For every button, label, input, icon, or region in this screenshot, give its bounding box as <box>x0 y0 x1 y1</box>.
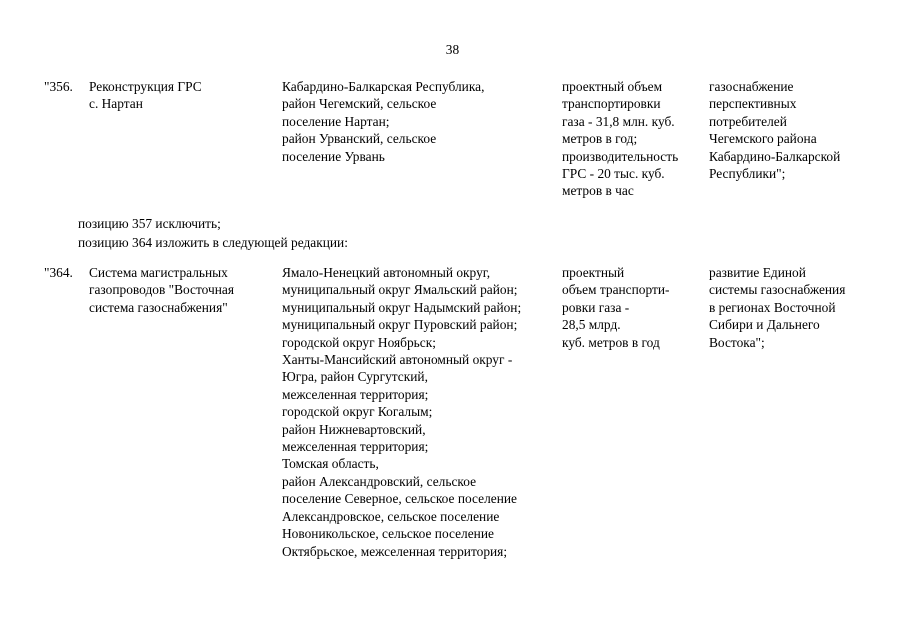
entry-location: Ямало-Ненецкий автономный округ, муниципальный округ Ямальский район; муниципальный округ Надымский район; муниципальный округ Пуровский район; городской округ Ноябрьск; Ханты-Мансийский автономный округ - Югра, район Сургутский, межселенная территория; городской округ Когалым; район Нижневартовский, межселенная территория; Томская область, район Александровский, сельское поселение Северное, сельское поселение Александровское, сельское поселение Новоникольское, сельское поселение Октябрьское, межселенная территория; <box>282 265 522 559</box>
entry-purpose: развитие Единой системы газоснабжения в регионах Восточной Сибири и Дальнего Востока"; <box>709 265 846 350</box>
entry-name: Реконструкция ГРС с. Нартан <box>89 79 202 112</box>
page-number: 38 <box>445 42 460 57</box>
entry-spec: проектный объем транспорти- ровки газа - 28,5 млрд. куб. метров в год <box>562 265 670 350</box>
instruction-replace-364: позицию 364 изложить в следующей редакции: <box>78 235 348 250</box>
entry-purpose: газоснабжение перспективных потребителей Чегемского района Кабардино-Балкарской Республики"; <box>709 79 841 182</box>
entry-name: Система магистральных газопроводов "Восточная система газоснабжения" <box>89 265 235 315</box>
instruction-exclude-357: позицию 357 исключить; <box>78 216 221 231</box>
entry-spec: проектный объем транспортировки газа - 31,8 млн. куб. метров в год; производительность ГРС - 20 тыс. куб. метров в час <box>562 79 679 199</box>
entry-location: Кабардино-Балкарская Республика, район Чегемский, сельское поселение Нартан; район Урванский, сельское поселение Урвань <box>282 79 485 164</box>
entry-number: "364. <box>44 265 73 280</box>
entry-number: "356. <box>44 79 73 94</box>
